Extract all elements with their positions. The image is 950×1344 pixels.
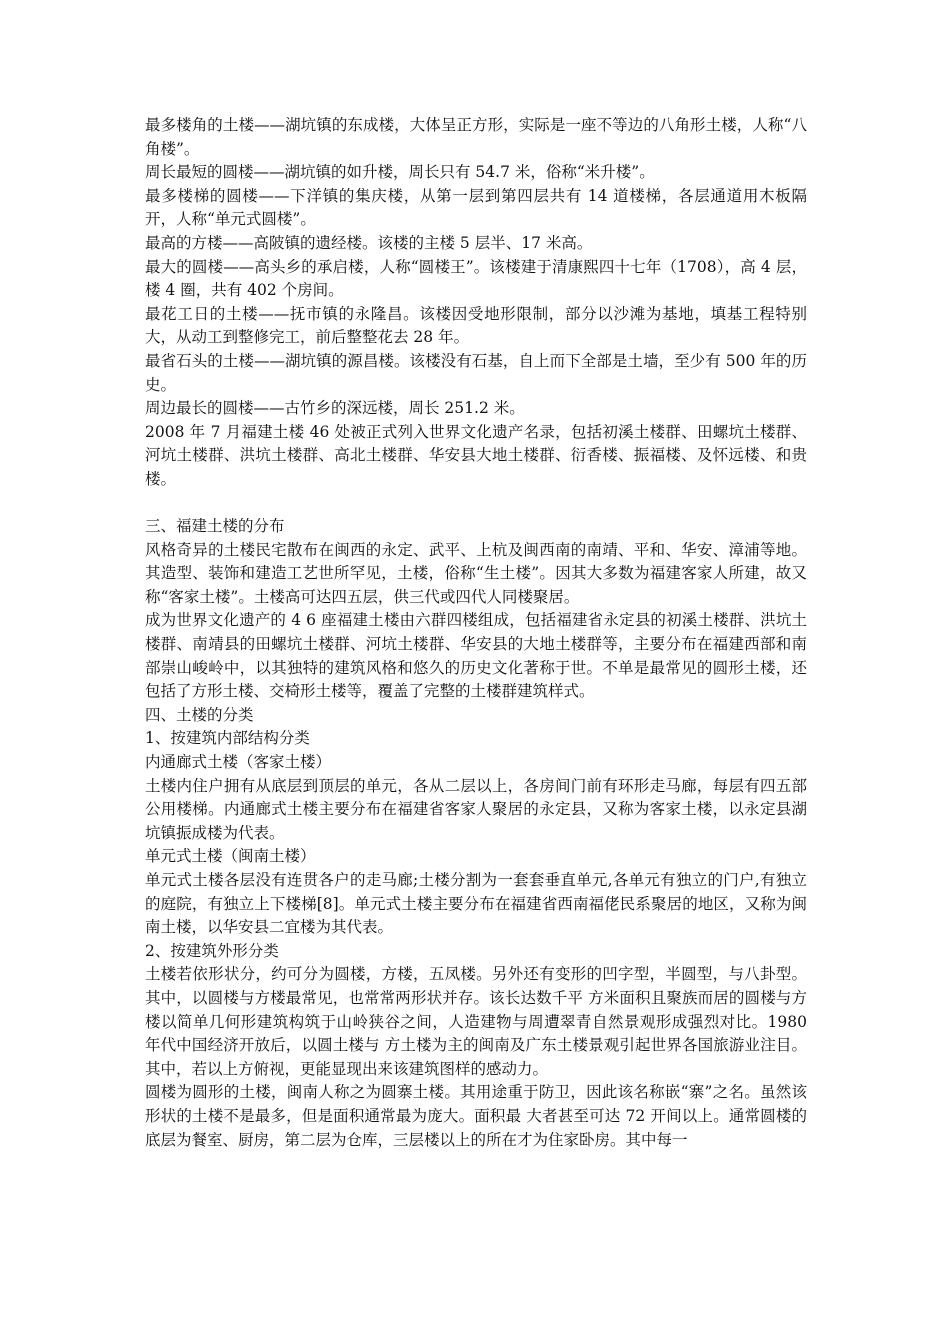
type-title-corridor: 内通廊式土楼（客家土楼） [145,753,332,772]
paragraph-unit-type: 单元式土楼各层没有连贯各户的走马廊;土楼分割为一套套垂直单元,各单元有独立的门户,有独立的庭院，有独立上下楼梯[8]。单元式土楼主要分布在福建省西南福佬民系聚居的地区，又称为闽南土楼，以华安县二宜楼为其代表。 [145,871,807,937]
document-body [145,114,807,1152]
paragraph-corridor-type: 土楼内住户拥有从底层到顶层的单元，各从二层以上，各房间门前有环形走马廊，每层有四五部公用楼梯。内通廊式土楼主要分布在福建省客家人聚居的永定县，又称为客家土楼，以永定县湖坑镇振成楼为代表。 [145,776,807,842]
paragraph-shortest-round-tower: 周长最短的圆楼——湖坑镇的如升楼，周长只有 54.7 米，俗称“米升楼”。 [145,163,655,182]
paragraph-most-stairs-tower: 最多楼梯的圆楼——下洋镇的集庆楼，从第一层到第四层共有 14 道楼梯，各层通道用木板隔开，人称“单元式圆楼”。 [145,186,807,229]
paragraph-largest-round-tower: 最大的圆楼——高头乡的承启楼，人称“圆楼王”。该楼建于清康熙四十七年（1708），高 4 层，楼 4 圈，共有 402 个房间。 [145,257,807,300]
paragraph-least-stone-tower: 最省石头的土楼——湖坑镇的源昌楼。该楼没有石基，自上而下全部是土墙，至少有 500 年的历史。 [145,351,807,394]
subsection-heading-external-shape: 2、按建筑外形分类 [145,941,279,960]
paragraph-world-heritage-2008: 2008 年 7 月福建土楼 46 处被正式列入世界文化遗产名录，包括初溪土楼群、田螺坑土楼群、河坑土楼群、洪坑土楼群、高北土楼群、华安县大地土楼群、衍香楼、振福楼、及怀远楼、和贵楼。 [145,422,807,488]
type-title-unit: 单元式土楼（闽南土楼） [145,847,316,866]
paragraph-distribution-1: 风格奇异的土楼民宅散布在闽西的永定、武平、上杭及闽西南的南靖、平和、华安、漳浦等地。其造型、装饰和建造工艺世所罕见，土楼，俗称“生土楼”。因其大多数为福建客家人所建，故又称“客家土楼”。土楼高可达四五层，供三代或四代人同楼聚居。 [145,540,807,606]
paragraph-longest-build-tower: 最花工日的土楼——抚市镇的永隆昌。该楼因受地形限制，部分以沙滩为基地，填基工程特别大，从动工到整修完工，前后整整花去 28 年。 [145,304,807,347]
section-heading-distribution: 三、福建土楼的分布 [145,517,285,536]
paragraph-round-tower: 圆楼为圆形的土楼，闽南人称之为圆寨土楼。其用途重于防卫，因此该名称嵌“寨”之名。虽然该形状的土楼不是最多，但是面积通常最为庞大。面积最 大者甚至可达 72 开间以上。通常圆楼的底层为餐室、厨房，第二层为仓库，三层楼以上的所在才为住家卧房。其中每一 [145,1083,807,1149]
subsection-heading-internal-structure: 1、按建筑内部结构分类 [145,729,310,748]
paragraph-distribution-2: 成为世界文化遗产的 4 6 座福建土楼由六群四楼组成，包括福建省永定县的初溪土楼群、洪坑土楼群、南靖县的田螺坑土楼群、河坑土楼群、华安县的大地土楼群等，主要分布在福建西部和南部崇山峻岭中，以其独特的建筑风格和悠久的历史文化著称于世。不单是最常见的圆形土楼，还包括了方形土楼、交椅形土楼等，覆盖了完整的土楼群建筑样式。 [145,611,807,701]
paragraph-shape-types: 土楼若依形状分，约可分为圆楼，方楼，五凤楼。另外还有变形的凹字型，半圆型，与八卦型。其中，以圆楼与方楼最常见，也常常两形状并存。该长达数千平 方米面积且聚族而居的圆楼与方楼以简单几何形建筑构筑于山岭狭谷之间，人造建物与周遭翠青自然景观形成强烈对比。1980 年代中国经济开放后，以圆土楼与 方土楼为主的闽南及广东土楼景观引起世界各国旅游业注目。其中，若以上方俯视，更能显现出来该建筑图样的感动力。 [145,965,807,1078]
paragraph-octagon-tower: 最多楼角的土楼——湖坑镇的东成楼，大体呈正方形，实际是一座不等边的八角形土楼，人称“八角楼”。 [145,116,807,158]
paragraph-longest-perimeter-tower: 周边最长的圆楼——古竹乡的深远楼，周长 251.2 米。 [145,399,525,418]
blank-line [145,492,807,516]
section-heading-classification: 四、土楼的分类 [145,705,254,724]
paragraph-tallest-square-tower: 最高的方楼——高陂镇的遗经楼。该楼的主楼 5 层半、17 米高。 [145,233,593,252]
